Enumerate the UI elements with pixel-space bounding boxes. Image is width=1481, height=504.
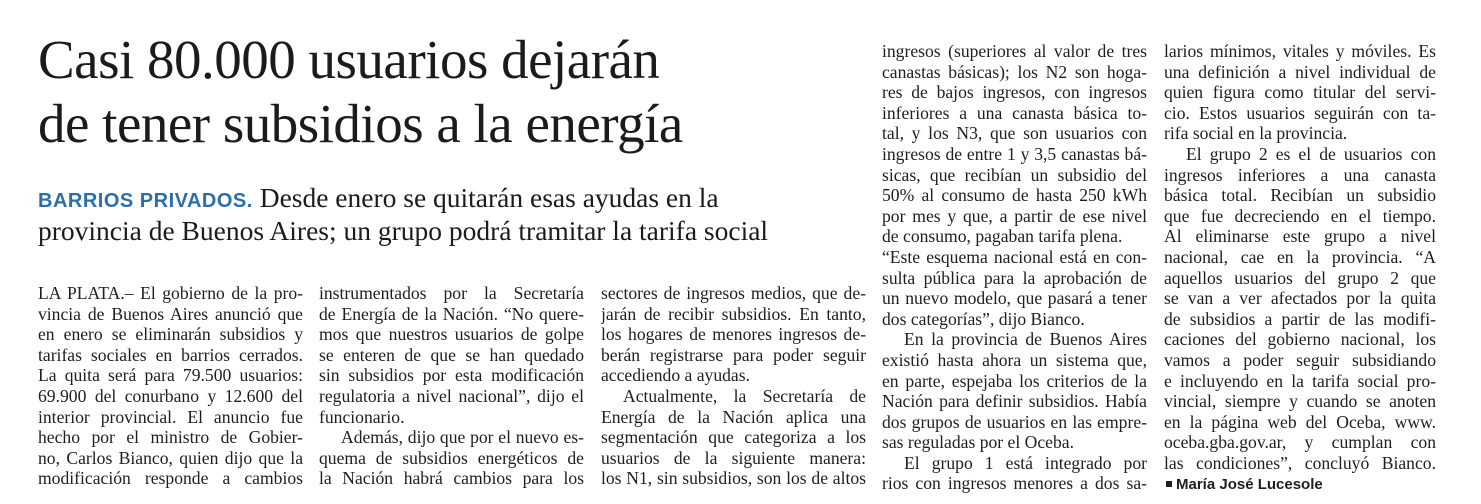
column-line: los N1, sin subsidios, son los de altos [601,468,866,489]
column-line: “Este esquema nacional está en con- [882,246,1147,267]
column-line: Actualmente, la Secretaría de [623,385,866,406]
column-line: un nuevo modelo, que pasará a tener [882,288,1147,309]
column-line: vamos a poder seguir subsidiando [1164,349,1436,370]
kicker: BARRIOS PRIVADOS. [38,190,253,212]
deck-line-1-text: Desde enero se quitarán esas ayudas en la [259,182,719,213]
column-line: aquellos usuarios del grupo 2 que [1164,267,1436,288]
article-column-1 [38,283,303,489]
column-line: por mes y que, a partir de ese nivel [882,205,1147,226]
deck [38,183,858,245]
column-line: de consumo, pagaban tarifa plena. [882,226,1123,247]
column-line: canastas básicas); los N2 son hoga- [882,61,1147,82]
column-line: se van a ver afectados por la quita [1164,288,1436,309]
column-line: cio. Estos usuarios seguirán con ta- [1164,102,1436,123]
column-line: tarifas sociales en barrios cerrados. [38,344,303,365]
column-line: básica total. Recibían un subsidio [1164,185,1436,206]
column-line: El grupo 2 es el de usuarios con [1186,143,1436,164]
column-line: Energía de la Nación aplica una [601,406,866,427]
column-line: tal, y los N3, que son usuarios con [882,123,1147,144]
column-line: berán registrarse para poder seguir [601,344,866,365]
column-line: rifa social en la provincia. [1164,123,1348,144]
article-column-2 [319,283,584,489]
byline-line [1164,473,1436,494]
column-line: de Energía de la Nación. “No quere- [319,303,584,324]
article-column-3 [601,283,866,489]
column-line: El grupo 1 está integrado por [904,452,1147,473]
column-line: jarán de recibir subsidios. En tanto, [601,303,866,324]
headline [38,28,858,156]
column-line: vincial, siempre y cuando se anoten [1164,391,1436,412]
column-line: inferiores a una canasta básica to- [882,102,1147,123]
article-column-5 [1164,41,1436,494]
column-line: la Nación habrá cambios para los [319,468,584,489]
column-line: Además, dijo que por el nuevo es- [341,427,584,448]
column-line: sas reguladas por el Oceba. [882,432,1074,453]
column-line: ingresos inferiores a una canasta [1164,164,1436,185]
column-line: en la página web del Oceba, www. [1164,411,1436,432]
column-line: ingresos de entre 1 y 3,5 canastas bá- [882,143,1147,164]
column-line: quema de subsidios energéticos de [319,447,584,468]
column-line: La quita será para 79.500 usuarios: [38,365,303,386]
column-line: sulta pública para la aprobación de [882,267,1147,288]
column-line: Al eliminarse este grupo a nivel [1164,226,1436,247]
column-line: segmentación que categoriza a los [601,427,866,448]
column-line: e incluyendo en la tarifa social pro- [1164,370,1436,391]
column-line: interior provincial. El anuncio fue [38,406,303,427]
headline-line-2: de tener subsidios a la energía [38,93,683,154]
column-line: que fue decreciendo en el tiempo. [1164,205,1436,226]
column-line: caciones del gobierno nacional, los [1164,329,1436,350]
column-line: mos que nuestros usuarios de golpe [319,324,584,345]
column-line: sectores de ingresos medios, que de- [601,283,866,303]
column-line: oceba.gba.gov.ar, y cumplan con [1164,432,1436,453]
article-column-4 [882,41,1147,494]
column-line: hecho por el ministro de Gobier- [38,427,303,448]
column-line: una definición a nivel individual de [1164,61,1436,82]
column-line: accediendo a ayudas. [601,365,750,386]
deck-line-1 [38,183,858,216]
headline-line-1: Casi 80.000 usuarios dejarán [38,29,660,90]
column-line: Nación para definir subsidios. Había [882,391,1147,412]
column-line: instrumentados por la Secretaría [319,283,584,303]
column-line: en parte, espejaba los criterios de la [882,370,1147,391]
column-line: larios mínimos, vitales y móviles. Es [1164,41,1436,61]
column-line: res de bajos ingresos, con ingresos [882,82,1147,103]
column-line: sin subsidios por esta modificación [319,365,584,386]
column-line: las condiciones”, concluyó Bianco. [1164,452,1436,473]
column-line: los hogares de menores ingresos de- [601,324,866,345]
column-line: en enero se eliminarán subsidios y [38,324,303,345]
column-line: 69.900 del conurbano y 12.600 del [38,385,303,406]
column-line: no, Carlos Bianco, quien dijo que la [38,447,303,468]
end-mark-icon [1166,481,1172,487]
column-line: se enteren de que se han quedado [319,344,584,365]
column-line: nacional, cae en la provincia. “A [1164,246,1436,267]
column-line: quien figura como titular del servi- [1164,82,1436,103]
column-line: de subsidios a partir de las modifi- [1164,308,1436,329]
column-line: vincia de Buenos Aires anunció que [38,303,303,324]
column-line: sicas, que recibían un subsidio del [882,164,1147,185]
column-line: dos grupos de usuarios en las empre- [882,411,1147,432]
column-line: existió hasta ahora un sistema que, [882,349,1147,370]
column-line: ingresos (superiores al valor de tres [882,41,1147,61]
column-line: rios con ingresos menores a dos sa- [882,473,1147,494]
column-line: regulatoria a nivel nacional”, dijo el [319,385,584,406]
column-line: dos categorías”, dijo Bianco. [882,308,1085,329]
deck-line-2: provincia de Buenos Aires; un grupo podrá tramitar la tarifa social [38,215,769,246]
column-line: funcionario. [319,406,405,427]
column-line: 50% al consumo de hasta 250 kWh [882,185,1147,206]
column-line: modificación responde a cambios [38,468,303,489]
column-line: En la provincia de Buenos Aires [904,329,1147,350]
byline: María José Lucesole [1176,476,1323,494]
column-line: LA PLATA.– El gobierno de la pro- [38,283,303,303]
column-line: usuarios de la siguiente manera: [601,447,866,468]
